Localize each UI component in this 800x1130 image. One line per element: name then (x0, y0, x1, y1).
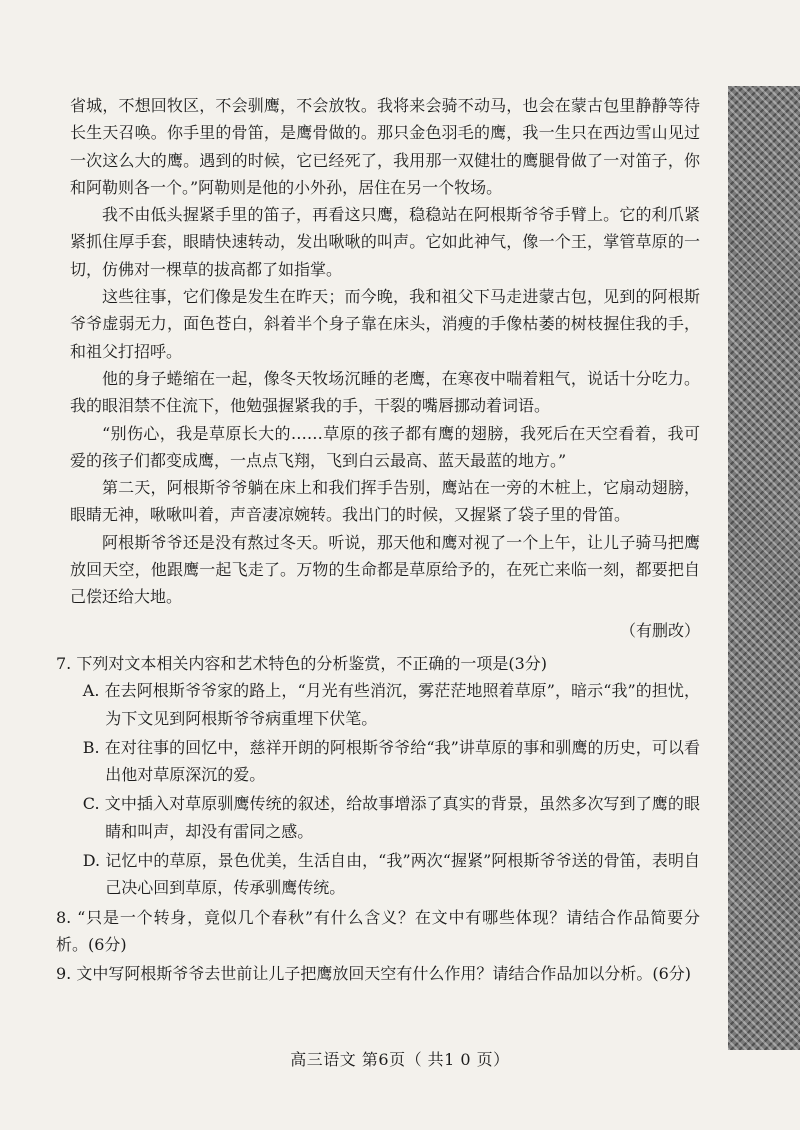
passage-paragraph-7: 阿根斯爷爷还是没有熬过冬天。听说，那天他和鹰对视了一个上午，让儿子骑马把鹰放回天空，他跟鹰一起飞走了。万物的生命都是草原给予的，在死亡来临一刻，都要把自己偿还给大地。 (70, 532, 700, 607)
question-7-option-b: B. 在对往事的回忆中，慈祥开朗的阿根斯爷爷给“我”讲草原的事和驯鹰的历史，可以看出他对草原深沉的爱。 (82, 737, 700, 785)
passage-paragraph-3: 这些往事，它们像是发生在昨天；而今晚，我和祖父下马走进蒙古包，见到的阿根斯爷爷虚弱无力，面色苍白，斜着半个身子靠在床头，消瘦的手像枯萎的树枝握住我的手，和祖父打招呼。 (70, 287, 700, 361)
passage-paragraph-6: 第二天，阿根斯爷爷躺在床上和我们挥手告别，鹰站在一旁的木桩上，它扇动翅膀，眼睛无神，啾啾叫着，声音凄凉婉转。我出门的时候，又握紧了袋子里的骨笛。 (70, 478, 700, 525)
passage (70, 92, 700, 644)
question-9-stem: 9. 文中写阿根斯爷爷去世前让儿子把鹰放回天空有什么作用？请结合作品加以分析。(6分) (56, 964, 692, 984)
question-8-stem: 8. “只是一个转身，竟似几个春秋”有什么含义？在文中有哪些体现？请结合作品简要分析。(6分) (56, 907, 700, 954)
passage-paragraph-1: 省城，不想回牧区，不会驯鹰，不会放牧。我将来会骑不动马，也会在蒙古包里静静等待长生天召唤。你手里的骨笛，是鹰骨做的。那只金色羽毛的鹰，我一生只在西边雪山见过一次这么大的鹰。遇到的时候，它已经死了，我用那一双健壮的鹰腿骨做了一对笛子，你和阿勒则各一个。”阿勒则是他的小外孙，居住在另一个牧场。 (70, 96, 700, 197)
question-7-stem: 7. 下列对文本相关内容和艺术特色的分析鉴赏，不正确的一项是(3分) (56, 653, 548, 673)
passage-paragraph-4: 他的身子蜷缩在一起，像冬天牧场沉睡的老鹰，在寒夜中喘着粗气，说话十分吃力。我的眼泪禁不住流下，他勉强握紧我的手，干裂的嘴唇挪动着词语。 (70, 368, 700, 416)
scan-edge-pattern (728, 86, 800, 1050)
question-7-option-c: C. 文中插入对草原驯鹰传统的叙述，给故事增添了真实的背景，虽然多次写到了鹰的眼睛和叫声，却没有雷同之感。 (82, 794, 700, 841)
page-footer: 高三语文 第6页（ 共1 0 页） (290, 1050, 510, 1069)
passage-paragraph-2: 我不由低头握紧手里的笛子，再看这只鹰，稳稳站在阿根斯爷爷手臂上。它的利爪紧紧抓住厚手套，眼睛快速转动，发出啾啾的叫声。它如此神气，像一个王，掌管草原的一切，仿佛对一棵草的拔高都了如指掌。 (70, 205, 700, 279)
question-7 (56, 650, 700, 902)
question-7-option-d: D. 记忆中的草原，景色优美，生活自由，“我”两次“握紧”阿根斯爷爷送的骨笛，表明自己决心回到草原，传承驯鹰传统。 (82, 851, 700, 898)
exam-page (56, 92, 700, 988)
passage-paragraph-5: “别伤心，我是草原长大的……草原的孩子都有鹰的翅膀，我死后在天空看着，我可爱的孩子们都变成鹰，一点点飞翔，飞到白云最高、蓝天最蓝的地方。” (70, 423, 700, 470)
question-7-option-a: A. 在去阿根斯爷爷家的路上，“月光有些消沉，雾茫茫地照着草原”，暗示“我”的担忧，为下文见到阿根斯爷爷病重埋下伏笔。 (82, 681, 700, 728)
revision-note: （有删改） (619, 620, 700, 640)
